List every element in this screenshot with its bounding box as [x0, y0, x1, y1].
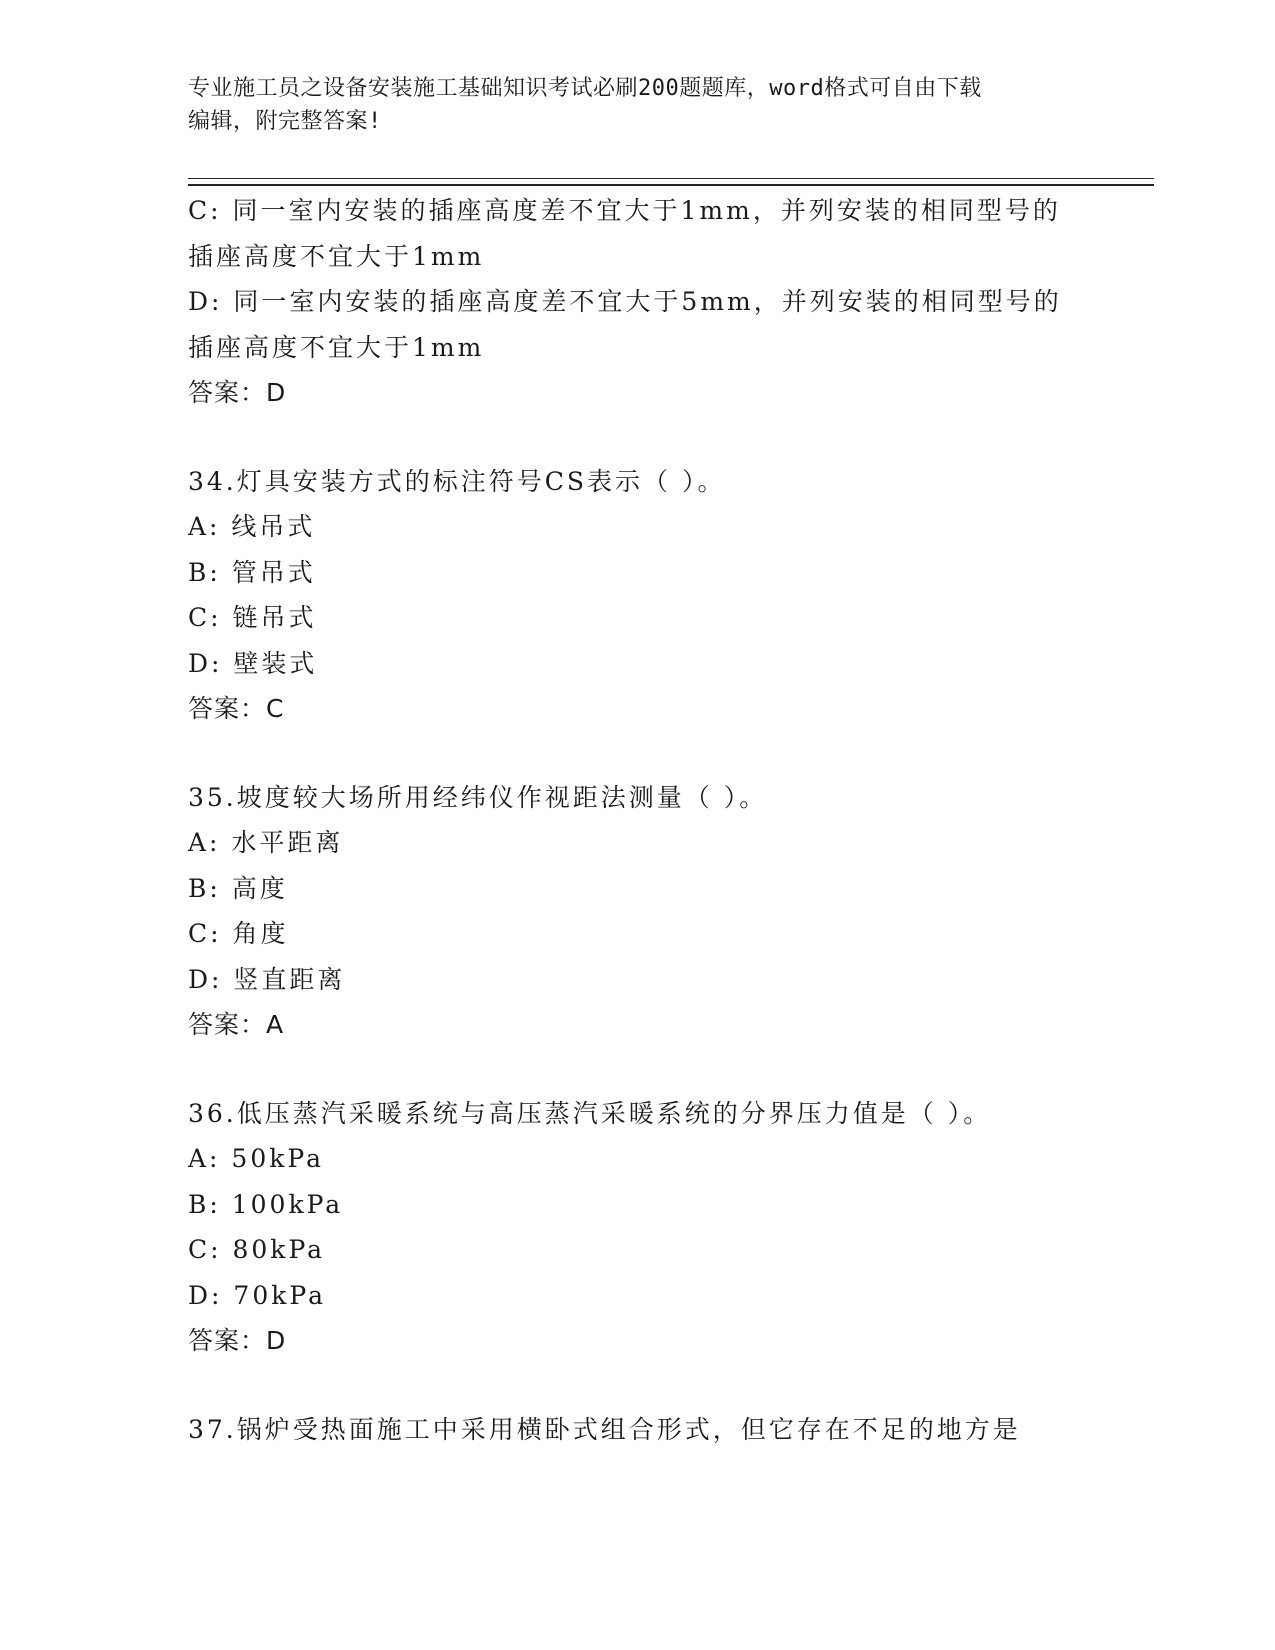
option-c: C: 同一室内安装的插座高度差不宜大于1mm，并列安装的相同型号的: [188, 196, 1061, 225]
option-c-continued: 插座高度不宜大于1mm: [188, 241, 485, 271]
option-d: D: 70kPa: [188, 1280, 326, 1310]
spacer: [188, 1364, 1088, 1407]
question-33-continued: [188, 188, 1088, 416]
option-b: B: 100kPa: [188, 1189, 344, 1219]
question-text: 37.锅炉受热面施工中采用横卧式组合形式，但它存在不足的地方是: [188, 1414, 1021, 1444]
answer-label: 答案：D: [188, 1326, 287, 1355]
header-title-line-2: 编辑，附完整答案!: [188, 109, 382, 134]
option-d: D: 壁装式: [188, 648, 318, 678]
spacer: [188, 416, 1088, 459]
question-37: [188, 1407, 1088, 1453]
question-text: 36.低压蒸汽采暖系统与高压蒸汽采暖系统的分界压力值是（ ）。: [188, 1098, 992, 1128]
option-d: D: 竖直距离: [188, 964, 346, 994]
answer-label: 答案：C: [188, 694, 285, 723]
question-34: [188, 459, 1088, 732]
header-divider: [188, 178, 1154, 186]
question-text: 34.灯具安装方式的标注符号CS表示（ ）。: [188, 466, 726, 496]
question-list: [188, 188, 1088, 1452]
option-a: A: 线吊式: [188, 512, 316, 541]
option-d-continued: 插座高度不宜大于1mm: [188, 332, 485, 362]
question-text: 35.坡度较大场所用经纬仪作视距法测量（ ）。: [188, 782, 768, 812]
option-a: A: 水平距离: [188, 828, 344, 857]
page-header: [188, 72, 1068, 138]
header-title-line-1: 专业施工员之设备安装施工基础知识考试必刷200题题库，word格式可自由下载: [188, 76, 982, 101]
option-b: B: 管吊式: [188, 557, 316, 587]
spacer: [188, 732, 1088, 775]
answer-label: 答案：D: [188, 378, 287, 407]
question-36: [188, 1091, 1088, 1364]
option-c: C: 80kPa: [188, 1235, 326, 1264]
option-d: D: 同一室内安装的插座高度差不宜大于5mm，并列安装的相同型号的: [188, 287, 1062, 316]
question-35: [188, 775, 1088, 1048]
option-c: C: 角度: [188, 919, 289, 948]
option-a: A: 50kPa: [188, 1144, 324, 1173]
option-b: B: 高度: [188, 873, 288, 903]
answer-label: 答案：A: [188, 1010, 285, 1039]
option-c: C: 链吊式: [188, 603, 317, 632]
spacer: [188, 1048, 1088, 1091]
